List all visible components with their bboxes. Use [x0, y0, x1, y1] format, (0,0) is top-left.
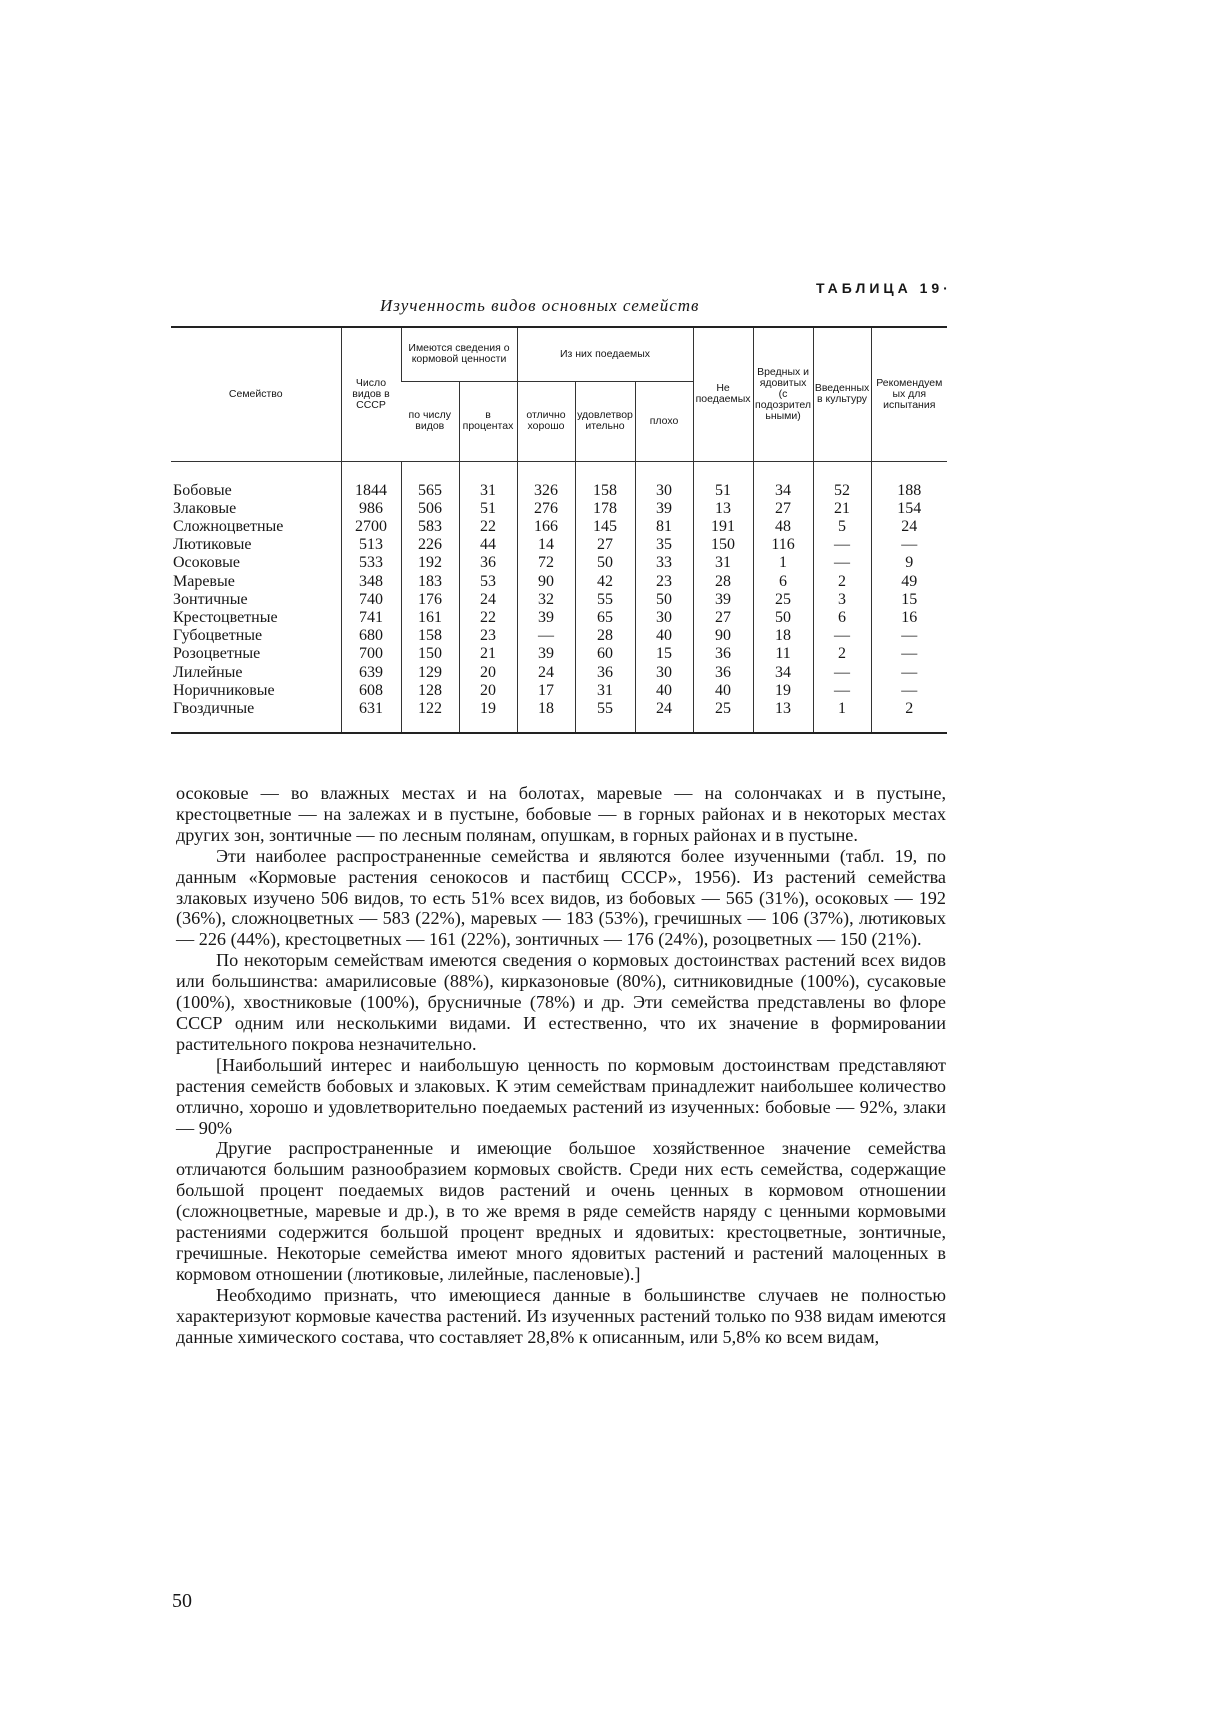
- value-cell: 23: [635, 573, 693, 591]
- value-cell: 18: [517, 700, 575, 733]
- paragraph: осоковые — во влажных местах и на болотах, маревые — на солончаках и в пустыне, крестоцветные — на залежах и в пустыне, бобовые — в горных районах и в некоторых местах других зон, зонтичные — по лесным полянам, опушкам, в горных районах и в пустыне.: [176, 783, 946, 845]
- value-cell: 178: [575, 500, 635, 518]
- value-cell: 90: [693, 627, 753, 645]
- value-cell: 183: [401, 573, 459, 591]
- paragraph: [Наибольший интерес и наибольшую ценность по кормовым достоинствам представляют растения семейств бобовых и злаковых. К этим семействам принадлежит наибольшее количество отлично, хорошо и удовлетворительно поедаемых растений из изученных: бобовые — 92%, злаки — 90%: [176, 1054, 946, 1138]
- value-cell: 533: [341, 554, 401, 572]
- header-by-count: по числу видов: [401, 381, 459, 461]
- value-cell: 49: [871, 573, 947, 591]
- value-cell: 583: [401, 518, 459, 536]
- value-cell: 36: [575, 664, 635, 682]
- header-harmful: Вредных и ядовитых (с подозрительными): [753, 327, 813, 461]
- value-cell: —: [813, 682, 871, 700]
- value-cell: 35: [635, 536, 693, 554]
- value-cell: 741: [341, 609, 401, 627]
- value-cell: 25: [753, 591, 813, 609]
- value-cell: 39: [517, 609, 575, 627]
- value-cell: 128: [401, 682, 459, 700]
- value-cell: 226: [401, 536, 459, 554]
- table-body: [171, 461, 947, 733]
- value-cell: 145: [575, 518, 635, 536]
- value-cell: 27: [753, 500, 813, 518]
- paragraph: Эти наиболее распространенные семейства и являются более изученными (табл. 19, по данным «Кормовые растения сенокосов и пастбищ СССР», 1956). Из растений семейства злаковых изучено 506 видов, то есть 51% всех видов, из бобовых — 565 (31%), осоковых — 192 (36%), сложноцветных — 583 (22%), маревых — 183 (53%), гречишных — 106 (37%), лютиковых — 226 (44%), крестоцветных — 161 (22%), зонтичных — 176 (24%), розоцветных — 150 (21%).: [176, 845, 946, 950]
- value-cell: 33: [635, 554, 693, 572]
- value-cell: 608: [341, 682, 401, 700]
- header-species-ussr: Число видов в СССР: [341, 327, 401, 461]
- value-cell: 6: [753, 573, 813, 591]
- table-row: [171, 554, 947, 572]
- value-cell: 30: [635, 609, 693, 627]
- value-cell: 15: [871, 591, 947, 609]
- value-cell: 192: [401, 554, 459, 572]
- value-cell: 1844: [341, 461, 401, 500]
- value-cell: 3: [813, 591, 871, 609]
- value-cell: 680: [341, 627, 401, 645]
- value-cell: 150: [401, 645, 459, 663]
- value-cell: 34: [753, 664, 813, 682]
- value-cell: 40: [693, 682, 753, 700]
- value-cell: 150: [693, 536, 753, 554]
- header-forage-info: Имеются сведения о кормовой ценности: [401, 327, 517, 381]
- table-row: [171, 518, 947, 536]
- value-cell: —: [871, 627, 947, 645]
- family-name-cell: Лютиковые: [173, 536, 252, 554]
- value-cell: 39: [517, 645, 575, 663]
- value-cell: 50: [753, 609, 813, 627]
- header-family: Семейство: [171, 327, 341, 461]
- value-cell: 2: [813, 645, 871, 663]
- value-cell: —: [517, 627, 575, 645]
- value-cell: 31: [693, 554, 753, 572]
- family-name-cell: Маревые: [173, 572, 235, 590]
- value-cell: 740: [341, 591, 401, 609]
- header-recommended: Рекомендуемых для испытания: [871, 327, 947, 461]
- value-cell: 2: [813, 573, 871, 591]
- header-not-eaten: Не поедаемых: [693, 327, 753, 461]
- value-cell: 5: [813, 518, 871, 536]
- value-cell: 30: [635, 461, 693, 500]
- value-cell: 53: [459, 573, 517, 591]
- value-cell: 25: [693, 700, 753, 733]
- header-by-percent: в процентах: [459, 381, 517, 461]
- value-cell: 13: [693, 500, 753, 518]
- value-cell: 176: [401, 591, 459, 609]
- family-name-cell: Осоковые: [173, 554, 241, 572]
- table-row: [171, 461, 947, 500]
- value-cell: 50: [635, 591, 693, 609]
- value-cell: 9: [871, 554, 947, 572]
- value-cell: 90: [517, 573, 575, 591]
- value-cell: 30: [635, 664, 693, 682]
- value-cell: 116: [753, 536, 813, 554]
- value-cell: 19: [753, 682, 813, 700]
- table-row: [171, 700, 947, 733]
- value-cell: 19: [459, 700, 517, 733]
- value-cell: 21: [459, 645, 517, 663]
- paragraph: По некоторым семействам имеются сведения о кормовых достоинствах растений всех видов или большинства: амарилисовые (88%), кирказоновые (80%), ситниковидные (100%), сусаковые (100%), хвостниковые (100%), брусничные (78%) и др. Эти семейства представлены во флоре СССР одним или несколькими видами. И естественно, что их значение в формировании растительного покрова незначительно.: [176, 950, 946, 1054]
- value-cell: 24: [871, 518, 947, 536]
- value-cell: —: [871, 664, 947, 682]
- page-number: 50: [172, 1590, 192, 1612]
- value-cell: 28: [693, 573, 753, 591]
- value-cell: 36: [459, 554, 517, 572]
- value-cell: 6: [813, 609, 871, 627]
- value-cell: 24: [459, 591, 517, 609]
- value-cell: 13: [753, 700, 813, 733]
- value-cell: 154: [871, 500, 947, 518]
- value-cell: 31: [575, 682, 635, 700]
- paragraph: Другие распространенные и имеющие большое хозяйственное значение семейства отличаются большим разнообразием кормовых свойств. Среди них есть семейства, содержащие большой процент поедаемых видов растений и очень ценных в кормовом отношении (сложноцветные, маревые и др.), в то же время в ряде семейств наряду с ценными кормовыми растениями содержится большой процент вредных и ядовитых: крестоцветные, зонтичные, гречишные. Некоторые семейства имеют много ядовитых растений и растений малоценных в кормовом отношении (лютиковые, лилейные, пасленовые).]: [176, 1138, 946, 1284]
- value-cell: —: [871, 682, 947, 700]
- value-cell: 20: [459, 664, 517, 682]
- body-text: [176, 783, 946, 1347]
- value-cell: —: [813, 554, 871, 572]
- value-cell: —: [813, 664, 871, 682]
- value-cell: 15: [635, 645, 693, 663]
- table-title: Изученность видов основных семейств: [380, 296, 700, 315]
- value-cell: 34: [753, 461, 813, 500]
- value-cell: 1: [813, 700, 871, 733]
- value-cell: 17: [517, 682, 575, 700]
- value-cell: 52: [813, 461, 871, 500]
- table-row: [171, 536, 947, 554]
- value-cell: 36: [693, 664, 753, 682]
- value-cell: 14: [517, 536, 575, 554]
- value-cell: 565: [401, 461, 459, 500]
- paragraph: Необходимо признать, что имеющиеся данные в большинстве случаев не полностью характеризуют кормовые качества растений. Из изученных растений только по 938 видам имеются данные химического состава, что составляет 28,8% к описанным, или 5,8% ко всем видам,: [176, 1284, 946, 1347]
- families-study-table: [171, 326, 947, 734]
- header-satisfactory: удовлетворительно: [575, 381, 635, 461]
- value-cell: 51: [459, 500, 517, 518]
- value-cell: 639: [341, 664, 401, 682]
- value-cell: 65: [575, 609, 635, 627]
- value-cell: 44: [459, 536, 517, 554]
- value-cell: 18: [753, 627, 813, 645]
- family-name-cell: Норичниковые: [173, 681, 275, 699]
- value-cell: 39: [693, 591, 753, 609]
- value-cell: 27: [693, 609, 753, 627]
- value-cell: 32: [517, 591, 575, 609]
- family-name-cell: Губоцветные: [173, 627, 263, 645]
- family-name-cell: Гвоздичные: [173, 699, 255, 717]
- table-row: [171, 609, 947, 627]
- table-row: [171, 500, 947, 518]
- value-cell: 122: [401, 700, 459, 733]
- value-cell: 51: [693, 461, 753, 500]
- value-cell: —: [871, 536, 947, 554]
- value-cell: 24: [635, 700, 693, 733]
- value-cell: —: [871, 645, 947, 663]
- value-cell: 55: [575, 700, 635, 733]
- table-row: [171, 627, 947, 645]
- value-cell: 60: [575, 645, 635, 663]
- header-poor: плохо: [635, 381, 693, 461]
- value-cell: —: [813, 536, 871, 554]
- value-cell: 72: [517, 554, 575, 572]
- value-cell: 326: [517, 461, 575, 500]
- value-cell: 21: [813, 500, 871, 518]
- value-cell: 16: [871, 609, 947, 627]
- header-eaten: Из них поедаемых: [517, 327, 693, 381]
- table-row: [171, 573, 947, 591]
- value-cell: 28: [575, 627, 635, 645]
- value-cell: 22: [459, 518, 517, 536]
- value-cell: 23: [459, 627, 517, 645]
- family-name-cell: Лилейные: [173, 663, 243, 681]
- family-name-cell: Бобовые: [173, 481, 232, 499]
- value-cell: 27: [575, 536, 635, 554]
- family-name-cell: Крестоцветные: [173, 608, 278, 626]
- value-cell: 129: [401, 664, 459, 682]
- value-cell: 11: [753, 645, 813, 663]
- table-label: ТАБЛИЦА 19·: [816, 280, 952, 296]
- table-row: [171, 664, 947, 682]
- family-name-cell: Зонтичные: [173, 590, 248, 608]
- header-excellent: отлично хорошо: [517, 381, 575, 461]
- table-row: [171, 682, 947, 700]
- value-cell: 36: [693, 645, 753, 663]
- value-cell: 166: [517, 518, 575, 536]
- value-cell: 2: [871, 700, 947, 733]
- value-cell: 40: [635, 627, 693, 645]
- value-cell: 348: [341, 573, 401, 591]
- value-cell: 50: [575, 554, 635, 572]
- value-cell: 631: [341, 700, 401, 733]
- value-cell: 506: [401, 500, 459, 518]
- value-cell: 81: [635, 518, 693, 536]
- value-cell: 40: [635, 682, 693, 700]
- family-name-cell: Злаковые: [173, 499, 237, 517]
- value-cell: 48: [753, 518, 813, 536]
- value-cell: 42: [575, 573, 635, 591]
- value-cell: 700: [341, 645, 401, 663]
- value-cell: 276: [517, 500, 575, 518]
- family-name-cell: Розоцветные: [173, 645, 261, 663]
- value-cell: 158: [575, 461, 635, 500]
- value-cell: 39: [635, 500, 693, 518]
- table-row: [171, 591, 947, 609]
- value-cell: 55: [575, 591, 635, 609]
- value-cell: 24: [517, 664, 575, 682]
- value-cell: 513: [341, 536, 401, 554]
- header-cultivated: Введенных в культуру: [813, 327, 871, 461]
- table-row: [171, 645, 947, 663]
- value-cell: 20: [459, 682, 517, 700]
- family-name-cell: Сложноцветные: [173, 517, 284, 535]
- value-cell: 191: [693, 518, 753, 536]
- value-cell: 158: [401, 627, 459, 645]
- value-cell: 161: [401, 609, 459, 627]
- value-cell: —: [813, 627, 871, 645]
- value-cell: 986: [341, 500, 401, 518]
- value-cell: 188: [871, 461, 947, 500]
- value-cell: 1: [753, 554, 813, 572]
- value-cell: 2700: [341, 518, 401, 536]
- value-cell: 22: [459, 609, 517, 627]
- value-cell: 31: [459, 461, 517, 500]
